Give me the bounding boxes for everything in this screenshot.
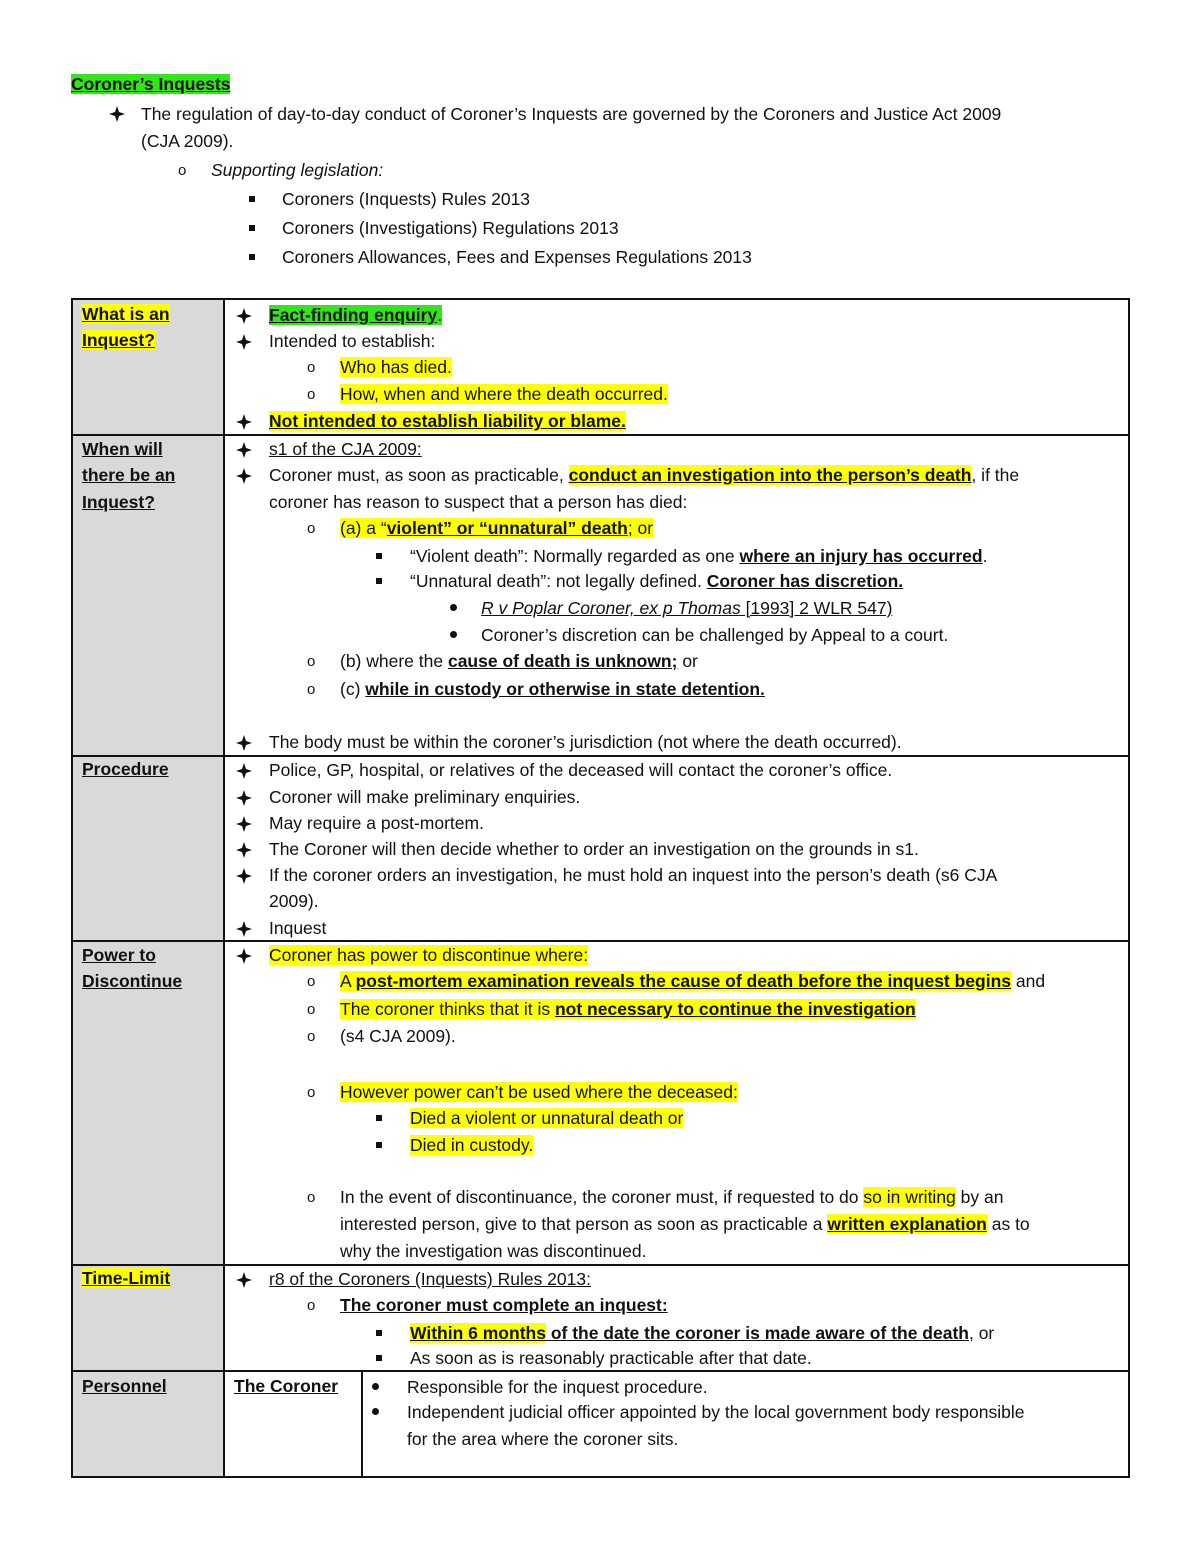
personnel-line-2: Independent judicial officer appointed by the local government body responsible <box>407 1402 1025 1422</box>
procedure-line-4: The Coroner will then decide whether to order an investigation on the grounds in s1. <box>269 839 919 859</box>
when-line-5: “Violent death”: Normally regarded as one where an injury has occurred. <box>410 546 988 566</box>
circle-bullet-icon: o <box>307 653 316 670</box>
timelimit-line-1: r8 of the Coroners (Inquests) Rules 2013: <box>269 1269 591 1289</box>
square-bullet-icon <box>376 1142 382 1148</box>
diamond-bullet-icon <box>236 1272 252 1288</box>
dot-bullet-icon <box>450 604 457 611</box>
what-line-5: Not intended to establish liability or blame. <box>269 411 626 431</box>
row-header-when-inquest: there be an <box>82 465 176 485</box>
dot-bullet-icon <box>372 1408 379 1415</box>
personnel-line-1: Responsible for the inquest procedure. <box>407 1377 708 1397</box>
when-line-10: (c) while in custody or otherwise in state detention. <box>340 679 765 699</box>
procedure-line-5: If the coroner orders an investigation, he must hold an inquest into the person’s death (s6 CJA <box>269 865 998 885</box>
legislation-item: Coroners Allowances, Fees and Expenses Regulations 2013 <box>282 247 752 267</box>
square-bullet-icon <box>376 1115 382 1121</box>
diamond-bullet-icon <box>236 763 252 779</box>
circle-bullet-icon: o <box>307 1001 316 1018</box>
what-line-4: How, when and where the death occurred. <box>340 384 668 404</box>
legislation-item: Coroners (Inquests) Rules 2013 <box>282 189 531 209</box>
diamond-bullet-icon <box>109 106 125 122</box>
personnel-subheader-coroner: The Coroner <box>234 1376 339 1396</box>
diamond-bullet-icon <box>236 468 252 484</box>
discontinue-line-5: However power can’t be used where the deceased: <box>340 1082 738 1102</box>
what-line-2: Intended to establish: <box>269 331 436 351</box>
intro-line-1: The regulation of day-to-day conduct of Coroner’s Inquests are governed by the Coroners and Justice Act 2009 <box>141 104 1002 124</box>
when-line-3: coroner has reason to suspect that a person has died: <box>269 492 688 512</box>
diamond-bullet-icon <box>236 921 252 937</box>
square-bullet-icon <box>376 578 382 584</box>
when-line-7: R v Poplar Coroner, ex p Thomas [1993] 2 WLR 547) <box>481 598 893 618</box>
procedure-line-7: Inquest <box>269 918 327 938</box>
discontinue-line-10: why the investigation was discontinued. <box>340 1241 647 1261</box>
square-bullet-icon <box>376 553 382 559</box>
discontinue-line-2: A post-mortem examination reveals the cause of death before the inquest begins and <box>340 971 1046 991</box>
row-header-what-is-inquest: Inquest? <box>82 330 155 350</box>
row-header-what-is-inquest: What is an <box>82 304 170 324</box>
when-line-11: The body must be within the coroner’s jurisdiction (not where the death occurred). <box>269 732 902 752</box>
timelimit-line-3: Within 6 months of the date the coroner is made aware of the death, or <box>410 1323 995 1343</box>
dot-bullet-icon <box>372 1383 379 1390</box>
when-line-8: Coroner’s discretion can be challenged by Appeal to a court. <box>481 625 949 645</box>
dot-bullet-icon <box>450 631 457 638</box>
circle-bullet-icon: o <box>307 1028 316 1045</box>
row-header-when-inquest: Inquest? <box>82 492 155 512</box>
circle-bullet-icon: o <box>307 1297 316 1314</box>
row-header-time-limit: Time-Limit <box>82 1268 171 1288</box>
diamond-bullet-icon <box>236 735 252 751</box>
diamond-bullet-icon <box>236 442 252 458</box>
what-line-1: Fact-finding enquiry. <box>269 305 443 325</box>
discontinue-line-8: In the event of discontinuance, the coroner must, if requested to do so in writing by an <box>340 1187 1004 1207</box>
discontinue-line-1: Coroner has power to discontinue where: <box>269 945 589 965</box>
discontinue-line-7: Died in custody. <box>410 1135 534 1155</box>
when-line-4: (a) a “violent” or “unnatural” death; or <box>340 518 654 538</box>
square-bullet-icon <box>249 225 255 231</box>
circle-bullet-icon: o <box>307 1084 316 1101</box>
square-bullet-icon <box>249 254 255 260</box>
discontinue-line-4: (s4 CJA 2009). <box>340 1026 456 1046</box>
diamond-bullet-icon <box>236 308 252 324</box>
circle-bullet-icon: o <box>178 162 187 179</box>
page-title: Coroner’s Inquests <box>71 74 231 94</box>
circle-bullet-icon: o <box>307 359 316 376</box>
circle-bullet-icon: o <box>307 973 316 990</box>
timelimit-line-2: The coroner must complete an inquest: <box>340 1295 668 1315</box>
procedure-line-6: 2009). <box>269 891 319 911</box>
circle-bullet-icon: o <box>307 520 316 537</box>
circle-bullet-icon: o <box>307 386 316 403</box>
supporting-legislation-label: Supporting legislation: <box>211 160 384 180</box>
row-header-procedure: Procedure <box>82 759 169 779</box>
legislation-item: Coroners (Investigations) Regulations 2013 <box>282 218 619 238</box>
when-line-6: “Unnatural death”: not legally defined. Coroner has discretion. <box>410 571 904 591</box>
personnel-line-3: for the area where the coroner sits. <box>407 1429 679 1449</box>
square-bullet-icon <box>376 1355 382 1361</box>
when-line-1: s1 of the CJA 2009: <box>269 439 422 459</box>
square-bullet-icon <box>376 1330 382 1336</box>
square-bullet-icon <box>249 196 255 202</box>
diamond-bullet-icon <box>236 948 252 964</box>
when-line-9: (b) where the cause of death is unknown; or <box>340 651 698 671</box>
diamond-bullet-icon <box>236 414 252 430</box>
diamond-bullet-icon <box>236 842 252 858</box>
diamond-bullet-icon <box>236 816 252 832</box>
when-line-2: Coroner must, as soon as practicable, conduct an investigation into the person’s death, if the <box>269 465 1020 485</box>
row-header-power-to-discontinue: Power to <box>82 945 156 965</box>
procedure-line-1: Police, GP, hospital, or relatives of the deceased will contact the coroner’s office. <box>269 760 893 780</box>
procedure-line-3: May require a post-mortem. <box>269 813 484 833</box>
row-header-when-inquest: When will <box>82 439 163 459</box>
discontinue-line-6: Died a violent or unnatural death or <box>410 1108 684 1128</box>
row-header-personnel: Personnel <box>82 1376 167 1396</box>
diamond-bullet-icon <box>236 790 252 806</box>
procedure-line-2: Coroner will make preliminary enquiries. <box>269 787 581 807</box>
intro-line-2: (CJA 2009). <box>141 131 234 151</box>
diamond-bullet-icon <box>236 334 252 350</box>
circle-bullet-icon: o <box>307 1189 316 1206</box>
discontinue-line-3: The coroner thinks that it is not necessary to continue the investigation <box>340 999 916 1019</box>
row-header-power-to-discontinue: Discontinue <box>82 971 183 991</box>
circle-bullet-icon: o <box>307 681 316 698</box>
diamond-bullet-icon <box>236 868 252 884</box>
timelimit-line-4: As soon as is reasonably practicable after that date. <box>410 1348 812 1368</box>
what-line-3: Who has died. <box>340 357 452 377</box>
discontinue-line-9: interested person, give to that person as soon as practicable a written explanation as to <box>340 1214 1030 1234</box>
